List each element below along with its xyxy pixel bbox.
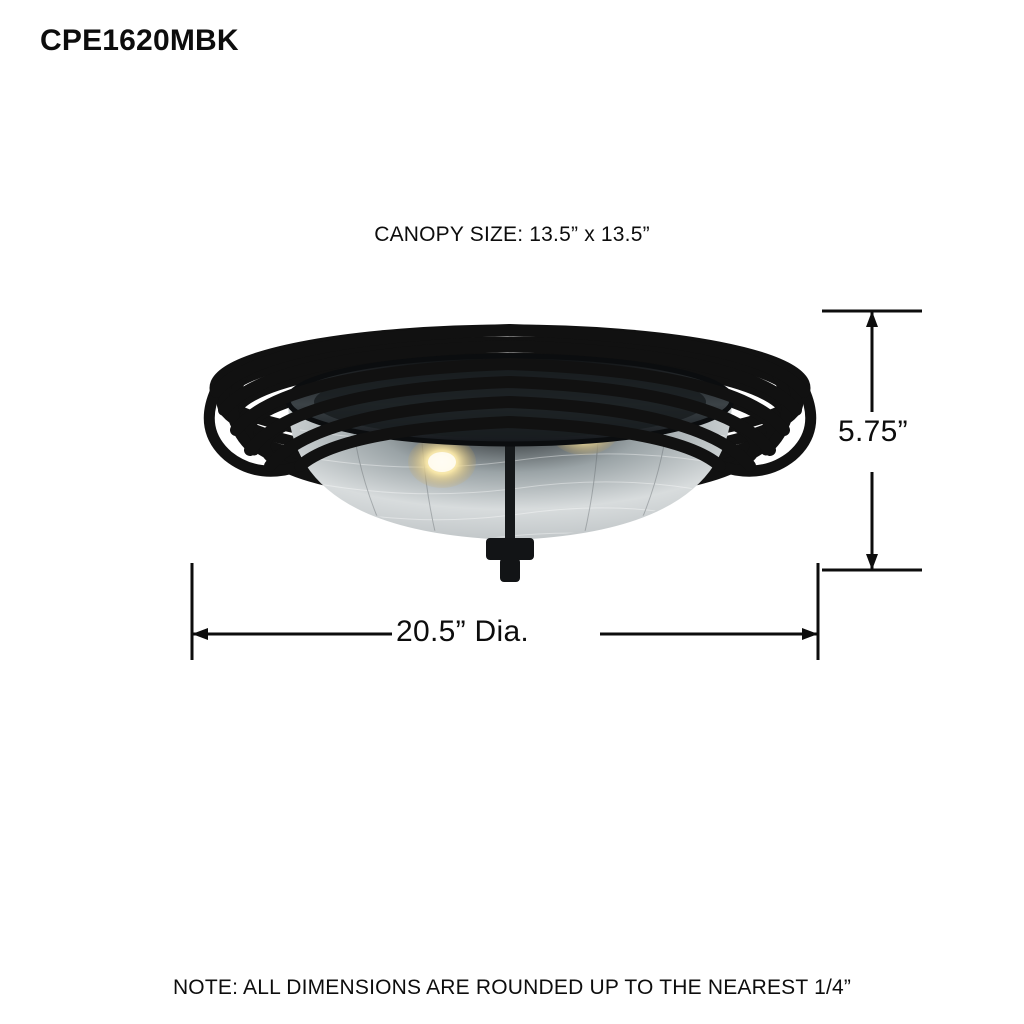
canopy-size-label: CANOPY SIZE: 13.5” x 13.5” (374, 223, 650, 246)
dimensions-note: NOTE: ALL DIMENSIONS ARE ROUNDED UP TO THE NEAREST 1/4” (172, 976, 852, 999)
height-dimension-label: 5.75” (838, 415, 908, 448)
page-title: CPE1620MBK (40, 24, 239, 57)
bottom-finial (486, 538, 534, 582)
fixture-drawing (150, 280, 870, 610)
width-dimension-label: 20.5” Dia. (396, 615, 530, 648)
product-illustration (150, 280, 870, 610)
